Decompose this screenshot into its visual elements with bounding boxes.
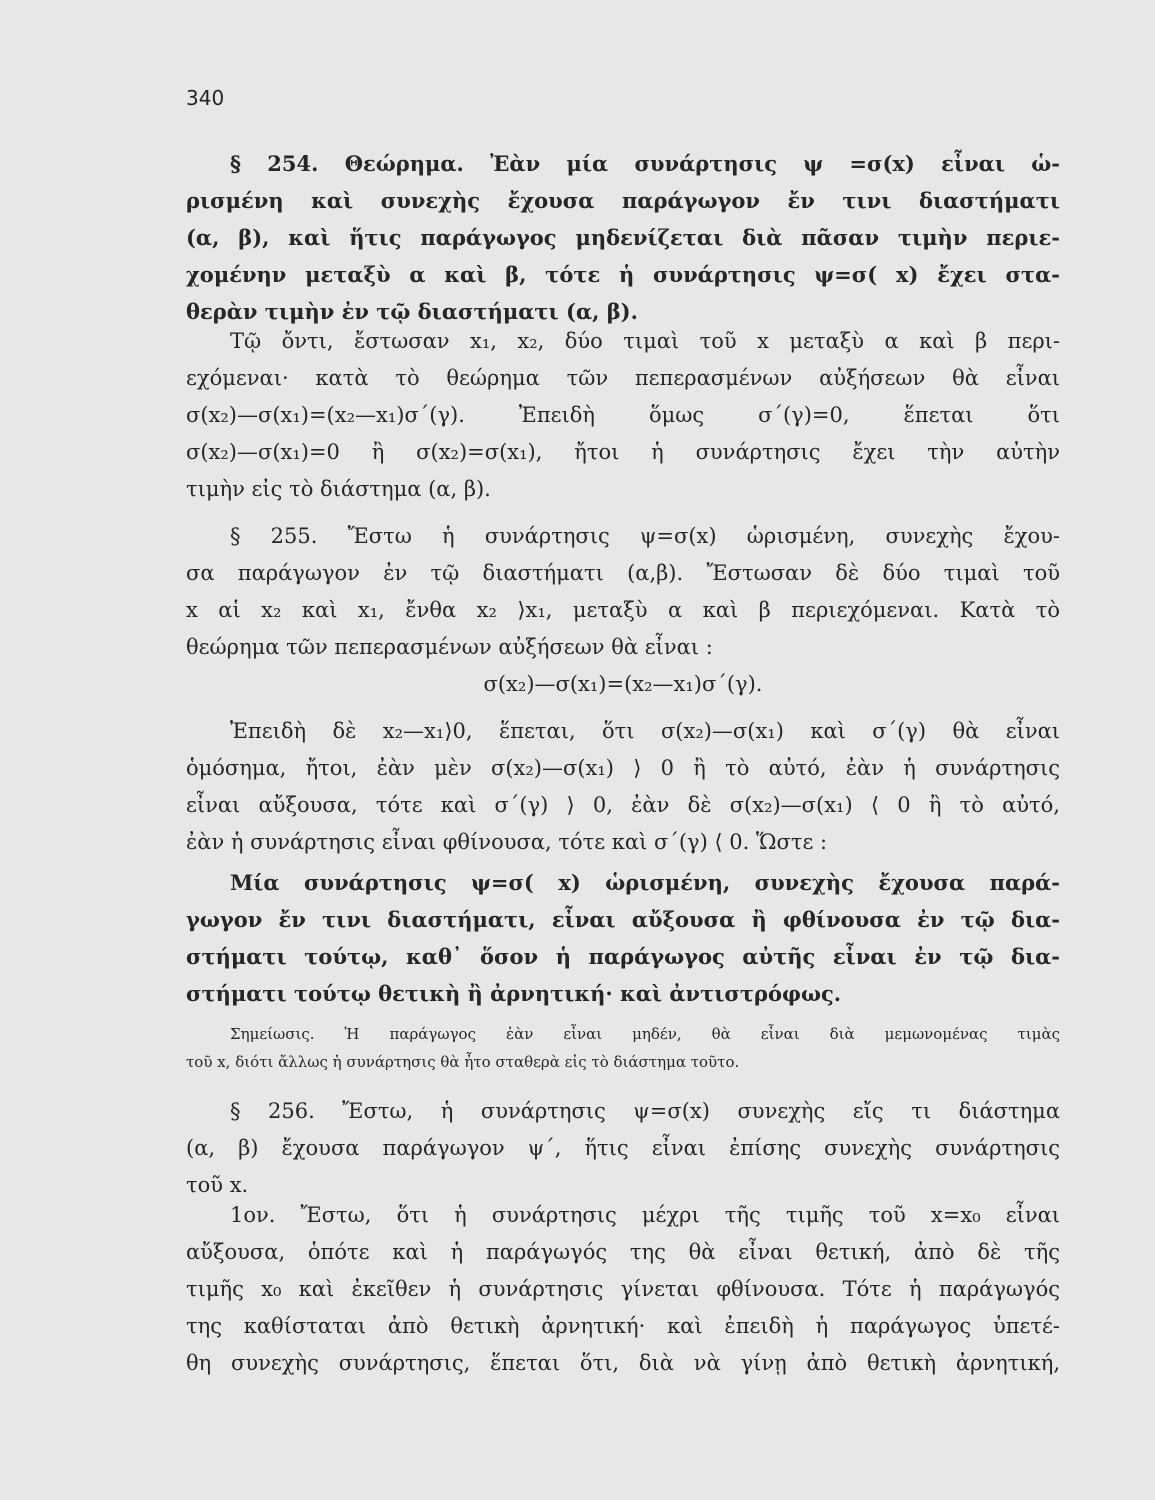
text-line: τοῦ x.: [186, 1173, 249, 1197]
text-line: (α, β) ἔχουσα παράγωγον ψ΄, ἥτις εἶναι ἐπίσης συνεχὴς συνάρτησις: [186, 1136, 1060, 1160]
text-line: Ἐπειδὴ δὲ x₂—x₁⟩0, ἕπεται, ὅτι σ(x₂)—σ(x₁) καὶ σ΄(γ) θὰ εἶναι: [230, 719, 1060, 743]
text-line: ἐὰν ἡ συνάρτησις εἶναι φθίνουσα, τότε καὶ σ΄(γ) ⟨ 0. Ὥστε :: [186, 830, 828, 854]
text-line: σ(x₂)—σ(x₁)=(x₂—x₁)σ΄(γ). Ἐπειδὴ ὅμως σ΄(γ)=0, ἕπεται ὅτι: [186, 403, 1060, 427]
text-line: θερὰν τιμὴν ἐν τῷ διαστήματι (α, β).: [186, 299, 638, 324]
text-line: εχόμεναι· κατὰ τὸ θεώρημα τῶν πεπερασμένων αὐξήσεων θὰ εἶναι: [186, 366, 1060, 390]
proof-254: [186, 323, 1060, 508]
theorem-255-statement: [186, 864, 1060, 1012]
note: [186, 1020, 1060, 1076]
text-line: αὔξουσα, ὁπότε καὶ ἡ παράγωγός της θὰ εἶναι θετική, ἀπὸ δὲ τῆς: [186, 1240, 1060, 1264]
text-line: εἶναι αὔξουσα, τότε καὶ σ΄(γ) ⟩ 0, ἐὰν δὲ σ(x₂)—σ(x₁) ⟨ 0 ἢ τὸ αὐτό,: [186, 793, 1060, 817]
text-line: τοῦ x, διότι ἄλλως ἡ συνάρτησις θὰ ἦτο σταθερὰ εἰς τὸ διάστημα τοῦτο.: [186, 1053, 740, 1071]
text-line: (α, β), καὶ ἥτις παράγωγος μηδενίζεται διὰ πᾶσαν τιμὴν περιε-: [186, 225, 1060, 250]
page-number: 340: [186, 86, 225, 110]
text-line: στήματι τούτῳ θετικὴ ἢ ἀρνητική· καὶ ἀντιστρόφως.: [186, 981, 842, 1006]
text-line: θεώρημα τῶν πεπερασμένων αὐξήσεων θὰ εἶναι :: [186, 635, 713, 659]
text-line: Τῷ ὄντι, ἔστωσαν x₁, x₂, δύο τιμαὶ τοῦ x μεταξὺ α καὶ β περι-: [230, 329, 1060, 353]
text-line: ρισμένη καὶ συνεχὴς ἔχουσα παράγωγον ἔν τινι διαστήματι: [186, 188, 1060, 213]
section-255-continued: [186, 713, 1060, 861]
text-line: Μία συνάρτησις ψ=σ( x) ὡρισμένη, συνεχὴς ἔχουσα παρά-: [230, 870, 1060, 895]
text-line: χομένην μεταξὺ α καὶ β, τότε ἡ συνάρτησις ψ=σ( x) ἔχει στα-: [186, 262, 1060, 287]
formula: σ(x₂)—σ(x₁)=(x₂—x₁)σ΄(γ).: [483, 672, 763, 696]
section-255: [186, 518, 1060, 703]
text-line: Σημείωσις. Ἡ παράγωγος ἐὰν εἶναι μηδέν, θὰ εἶναι διὰ μεμωνομένας τιμὰς: [230, 1025, 1060, 1043]
text-line: x αἱ x₂ καὶ x₁, ἔνθα x₂ ⟩x₁, μεταξὺ α καὶ β περιεχόμεναι. Κατὰ τὸ: [186, 598, 1060, 622]
theorem-254: [186, 145, 1060, 330]
text-line: τιμὴν εἰς τὸ διάστημα (α, β).: [186, 477, 491, 501]
text-line: σ(x₂)—σ(x₁)=0 ἢ σ(x₂)=σ(x₁), ἤτοι ἡ συνάρτησις ἔχει τὴν αὐτὴν: [186, 440, 1060, 464]
text-line: § 256. Ἔστω, ἡ συνάρτησις ψ=σ(x) συνεχὴς εἴς τι διάστημα: [230, 1099, 1060, 1123]
text-line: στήματι τούτῳ, καθ᾽ ὅσον ἡ παράγωγος αὐτῆς εἶναι ἐν τῷ δια-: [186, 944, 1060, 969]
text-line: γωγον ἔν τινι διαστήματι, εἶναι αὔξουσα ἢ φθίνουσα ἐν τῷ δια-: [186, 907, 1060, 932]
section-256-case-1: [186, 1197, 1060, 1382]
text-line: ὁμόσημα, ἤτοι, ἐὰν μὲν σ(x₂)—σ(x₁) ⟩ 0 ἢ τὸ αὐτό, ἐὰν ἡ συνάρτησις: [186, 756, 1060, 780]
text-line: σα παράγωγον ἐν τῷ διαστήματι (α,β). Ἔστωσαν δὲ δύο τιμαὶ τοῦ: [186, 561, 1060, 585]
text-line: τιμῆς x₀ καὶ ἐκεῖθεν ἡ συνάρτησις γίνεται φθίνουσα. Τότε ἡ παράγωγός: [186, 1277, 1060, 1301]
section-256: [186, 1093, 1060, 1204]
text-line: της καθίσταται ἀπὸ θετικὴ ἀρνητική· καὶ ἐπειδὴ ἡ παράγωγος ὑπετέ-: [186, 1314, 1060, 1338]
text-line: θη συνεχὴς συνάρτησις, ἕπεται ὅτι, διὰ νὰ γίνῃ ἀπὸ θετικὴ ἀρνητική,: [186, 1351, 1060, 1375]
text-line: § 254. Θεώρημα. Ἐὰν μία συνάρτησις ψ =σ(x) εἶναι ὡ-: [230, 151, 1060, 176]
text-line: § 255. Ἔστω ἡ συνάρτησις ψ=σ(x) ὡρισμένη, συνεχὴς ἔχου-: [230, 524, 1060, 548]
text-line: 1ον. Ἔστω, ὅτι ἡ συνάρτησις μέχρι τῆς τιμῆς τοῦ x=x₀ εἶναι: [230, 1203, 1060, 1227]
